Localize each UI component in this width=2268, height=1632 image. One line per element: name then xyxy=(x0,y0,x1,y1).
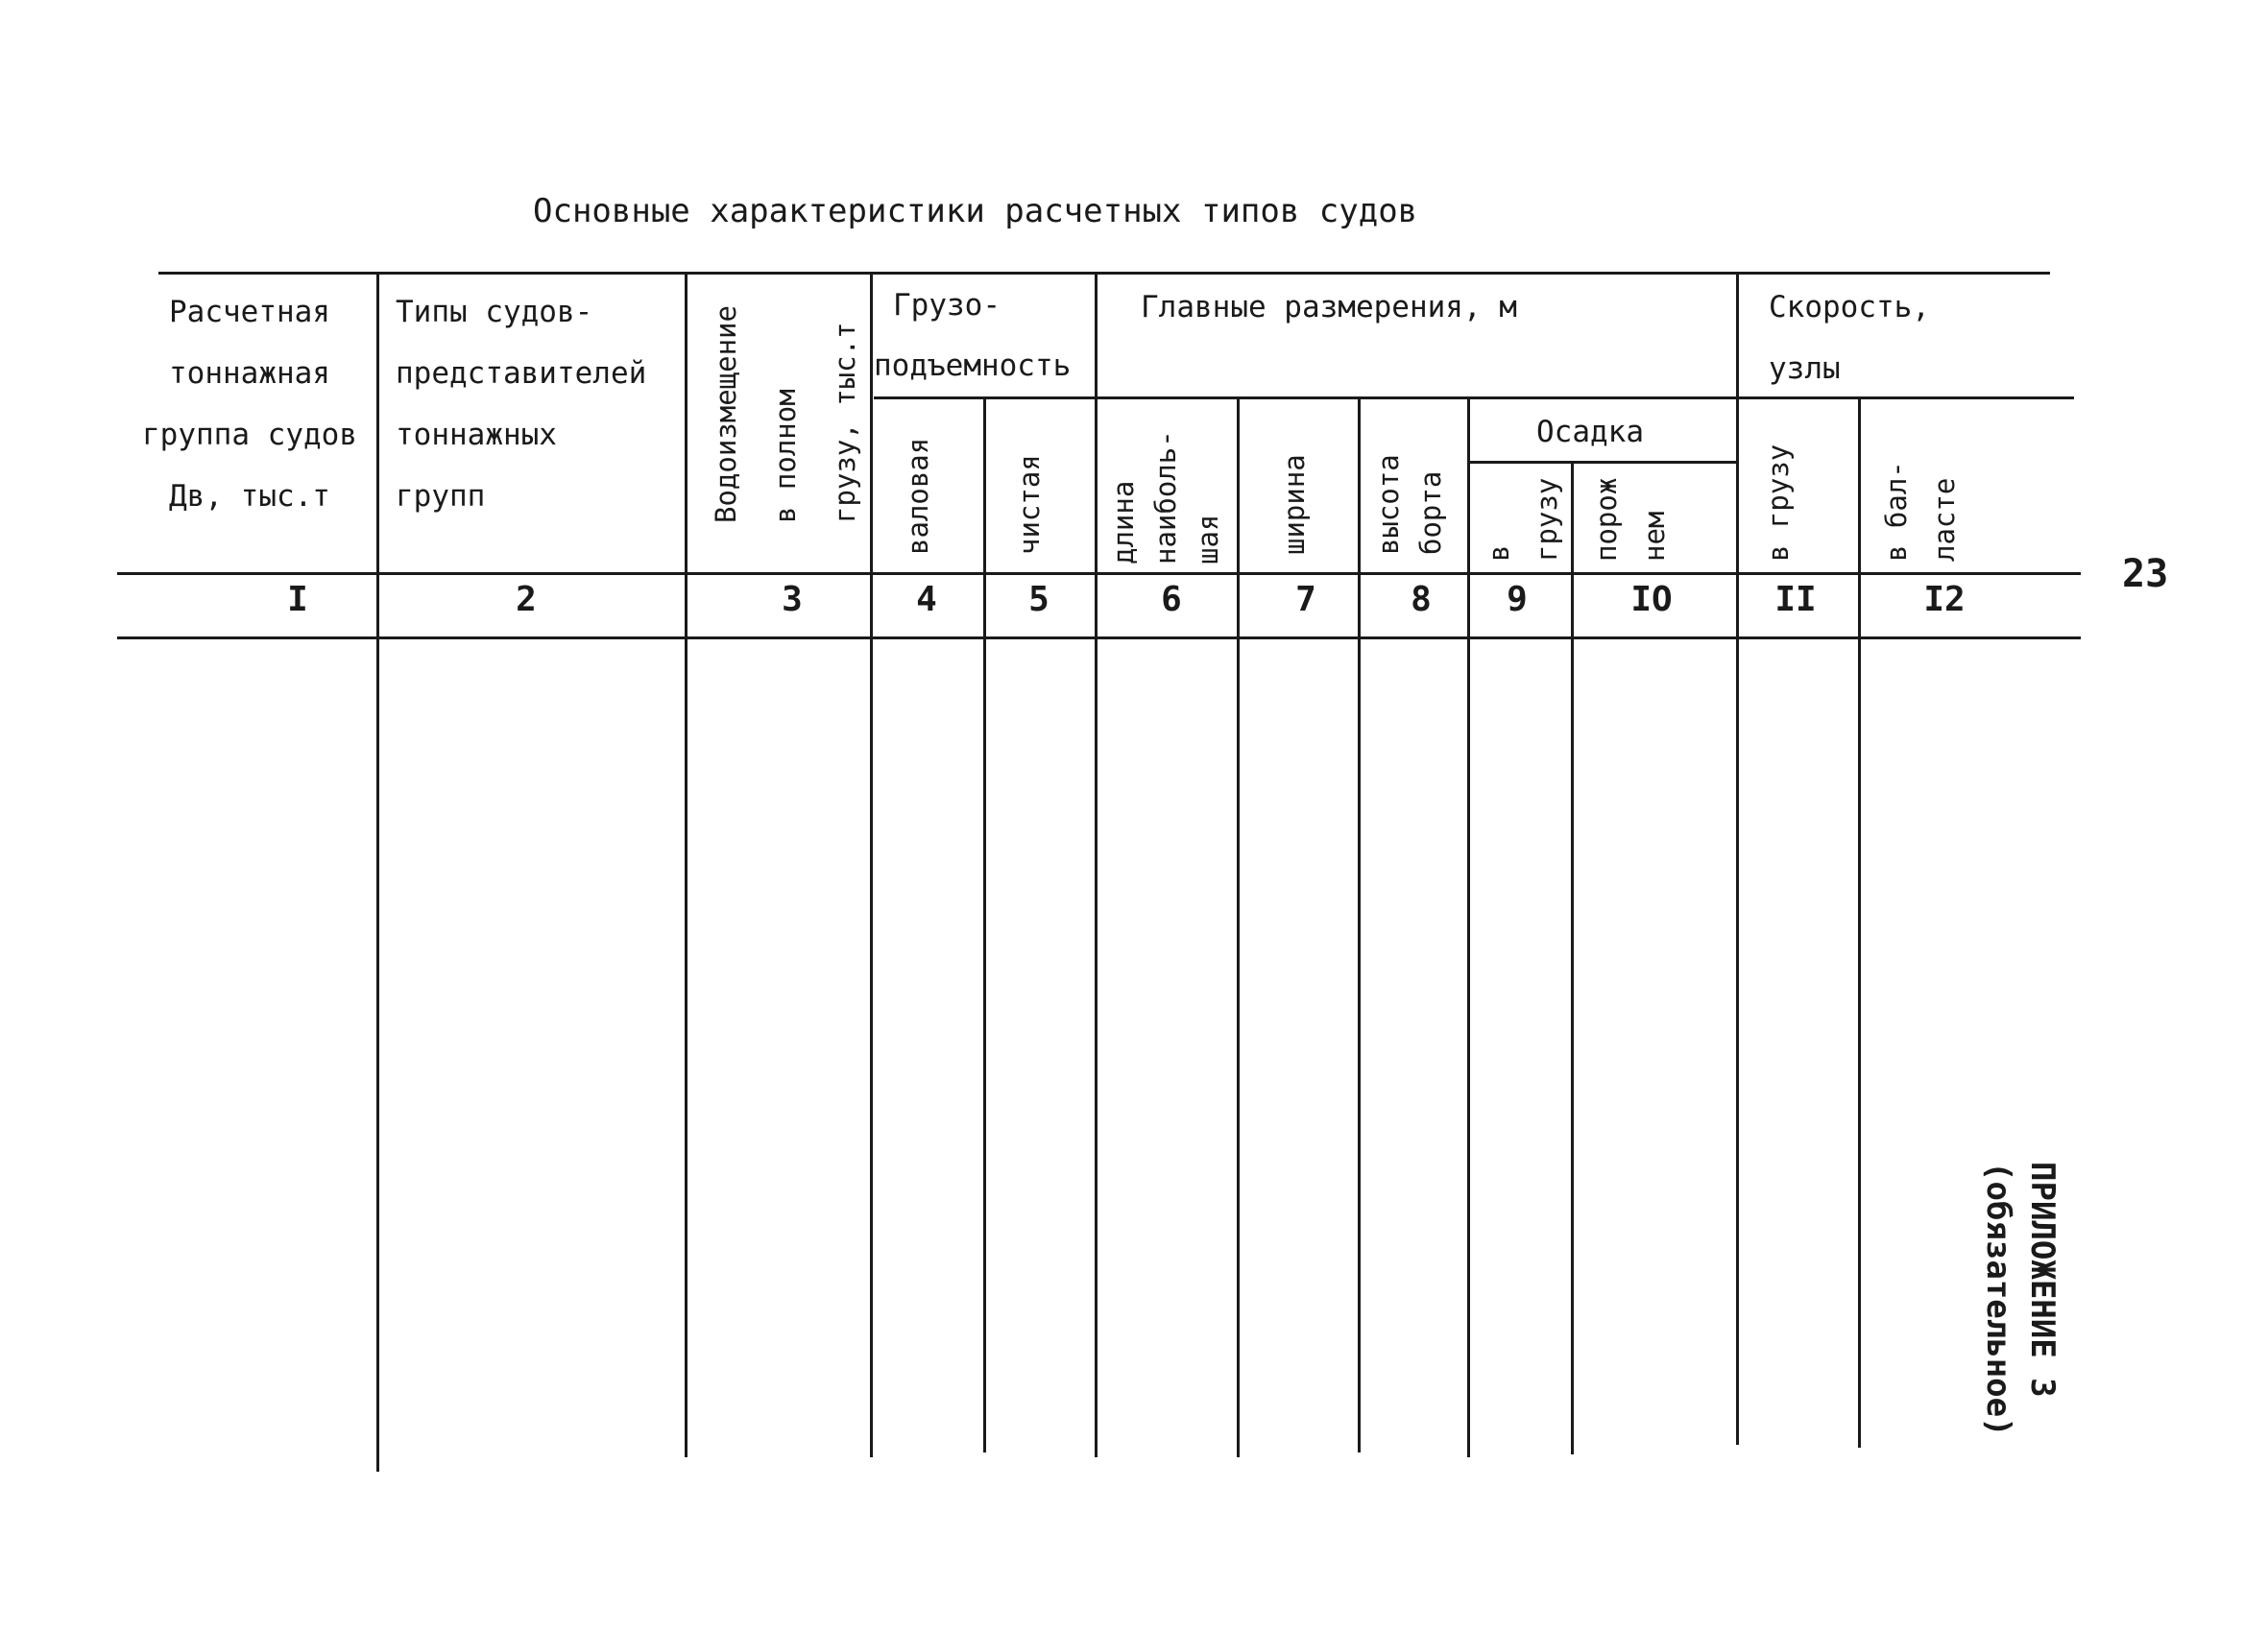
header-col5: чистая xyxy=(1013,454,1046,555)
header-col8: высота борта xyxy=(1372,454,1447,555)
header-col6: длина наиболь- шая xyxy=(1107,430,1224,564)
col-number-8: 8 xyxy=(1411,580,1432,619)
header-col4: валовая xyxy=(902,437,934,555)
col-number-10: IO xyxy=(1630,580,1673,619)
col-number-6: 6 xyxy=(1161,580,1182,619)
col-number-7: 7 xyxy=(1295,580,1316,619)
col-number-1: I xyxy=(287,580,308,619)
col-number-11: II xyxy=(1774,580,1817,619)
col-number-12: I2 xyxy=(1923,580,1966,619)
header-col1: Расчетная тоннажная группа судов Дв, тыс.т xyxy=(142,295,357,514)
header-col11: в грузу xyxy=(1762,444,1795,562)
table-top-rule xyxy=(158,272,2050,275)
page-side-mark: 23 xyxy=(2122,552,2169,596)
col-number-3: 3 xyxy=(782,580,803,619)
col-divider-11 xyxy=(1858,396,1861,1448)
document-title: Основные характеристики расчетных типов судов xyxy=(533,192,1418,230)
header-bottom-rule xyxy=(117,572,2081,575)
col-divider-6 xyxy=(1237,396,1240,1457)
col-divider-8 xyxy=(1467,396,1470,1457)
header-col12: в бал- ласте xyxy=(1880,461,1961,562)
header-osadka: Осадка xyxy=(1536,415,1644,449)
col-divider-10 xyxy=(1736,272,1739,1445)
col-divider-7 xyxy=(1358,396,1361,1452)
header-col9: в грузу xyxy=(1483,477,1563,562)
header-col7: ширина xyxy=(1278,454,1311,555)
header-col10: порож нем xyxy=(1590,477,1671,562)
header-gruzopodemnost: Грузо- подъемность xyxy=(874,288,1072,383)
col-divider-2 xyxy=(685,272,688,1457)
header-col3: Водоизмещение в полном грузу, тыс.т xyxy=(710,305,861,523)
header-skorost: Скорость, узлы xyxy=(1769,290,1930,386)
col-divider-5 xyxy=(1095,272,1098,1457)
col-divider-1 xyxy=(376,272,379,1472)
header-glavnye: Главные размерения, м xyxy=(1141,290,1517,324)
col-divider-4 xyxy=(983,396,986,1452)
col-number-5: 5 xyxy=(1028,580,1050,619)
col-number-2: 2 xyxy=(516,580,537,619)
col-number-4: 4 xyxy=(916,580,937,619)
subheader-rule-a xyxy=(874,396,1738,399)
numbers-bottom-rule xyxy=(117,636,2081,639)
appendix-label: ПРИЛОЖЕНИЕ 3 (обязательное) xyxy=(1979,1162,2062,1437)
header-col2: Типы судов- представителей тоннажных групп xyxy=(396,295,647,514)
col-number-9: 9 xyxy=(1507,580,1528,619)
